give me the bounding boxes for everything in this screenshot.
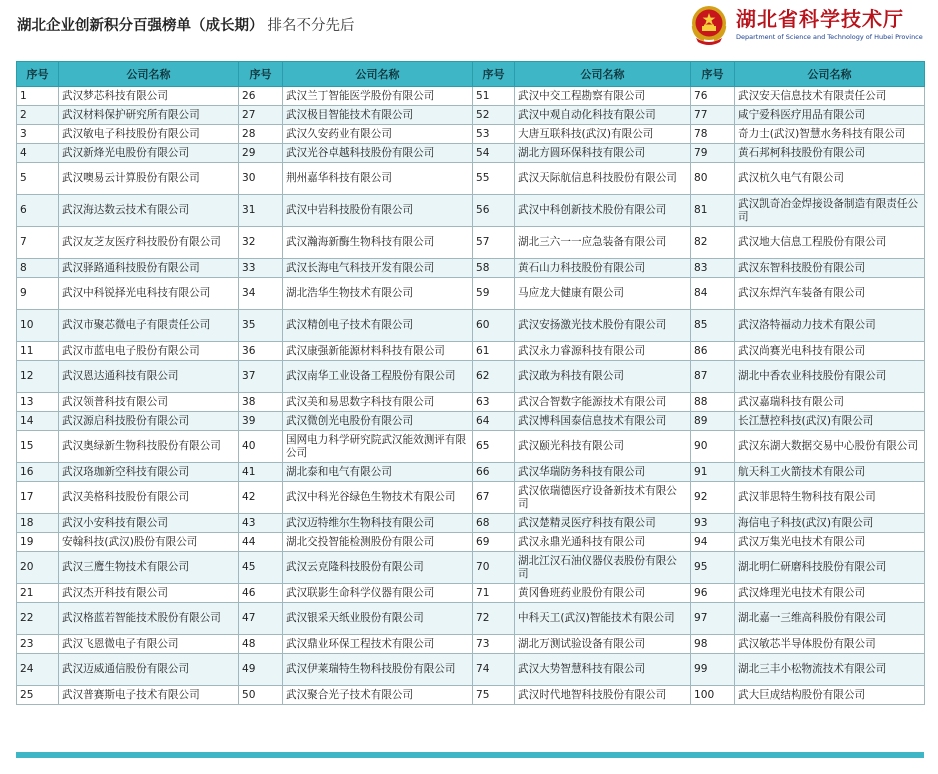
org-logo bbox=[736, 7, 923, 42]
rank-number: 47 bbox=[239, 603, 283, 635]
rank-number: 66 bbox=[473, 463, 515, 482]
rank-number: 81 bbox=[691, 195, 735, 227]
company-name: 武汉杭久电气有限公司 bbox=[735, 163, 925, 195]
rank-number: 74 bbox=[473, 654, 515, 686]
rank-number: 94 bbox=[691, 533, 735, 552]
company-name: 武汉材料保护研究所有限公司 bbox=[59, 106, 239, 125]
company-name: 武汉楚精灵医疗科技有限公司 bbox=[515, 514, 691, 533]
column-header-index: 序号 bbox=[239, 62, 283, 87]
company-name: 马应龙大健康有限公司 bbox=[515, 278, 691, 310]
company-name: 武汉杰开科技有限公司 bbox=[59, 584, 239, 603]
company-name: 武汉领普科技有限公司 bbox=[59, 393, 239, 412]
rank-number: 29 bbox=[239, 144, 283, 163]
rank-number: 76 bbox=[691, 87, 735, 106]
rank-number: 14 bbox=[17, 412, 59, 431]
company-name: 湖北明仁研磨科技股份有限公司 bbox=[735, 552, 925, 584]
company-name: 武汉长海电气科技开发有限公司 bbox=[283, 259, 473, 278]
rank-number: 75 bbox=[473, 686, 515, 705]
table-row bbox=[17, 603, 925, 635]
company-name: 武汉微创光电股份有限公司 bbox=[283, 412, 473, 431]
table-row bbox=[17, 431, 925, 463]
company-name: 武汉大势智慧科技有限公司 bbox=[515, 654, 691, 686]
company-name: 国网电力科学研究院武汉能效测评有限公司 bbox=[283, 431, 473, 463]
company-name: 中科天工(武汉)智能技术有限公司 bbox=[515, 603, 691, 635]
rank-number: 38 bbox=[239, 393, 283, 412]
rank-number: 25 bbox=[17, 686, 59, 705]
company-name: 武汉驿路通科技股份有限公司 bbox=[59, 259, 239, 278]
company-name: 武汉颐光科技有限公司 bbox=[515, 431, 691, 463]
rank-number: 9 bbox=[17, 278, 59, 310]
rank-number: 60 bbox=[473, 310, 515, 342]
rank-number: 89 bbox=[691, 412, 735, 431]
company-name: 湖北江汉石油仪器仪表股份有限公司 bbox=[515, 552, 691, 584]
table-row bbox=[17, 514, 925, 533]
company-name: 武汉天际航信息科技股份有限公司 bbox=[515, 163, 691, 195]
national-emblem-icon bbox=[690, 4, 728, 48]
rank-number: 21 bbox=[17, 584, 59, 603]
company-name: 武汉兰丁智能医学股份有限公司 bbox=[283, 87, 473, 106]
company-name: 武汉安扬激光技术股份有限公司 bbox=[515, 310, 691, 342]
rank-number: 33 bbox=[239, 259, 283, 278]
org-name-en: Department of Science and Technology of Hubei Province bbox=[736, 33, 923, 41]
rank-number: 40 bbox=[239, 431, 283, 463]
rank-number: 51 bbox=[473, 87, 515, 106]
rank-number: 64 bbox=[473, 412, 515, 431]
company-name: 武汉合智数字能源技术有限公司 bbox=[515, 393, 691, 412]
rank-number: 15 bbox=[17, 431, 59, 463]
rank-number: 55 bbox=[473, 163, 515, 195]
company-name: 武汉久安药业有限公司 bbox=[283, 125, 473, 144]
table-row bbox=[17, 310, 925, 342]
company-name: 武汉奥绿新生物科技股份有限公司 bbox=[59, 431, 239, 463]
company-name: 武汉极目智能技术有限公司 bbox=[283, 106, 473, 125]
rank-number: 11 bbox=[17, 342, 59, 361]
org-name-cn: 湖北省科学技术厅 bbox=[736, 7, 904, 31]
company-name: 武汉永力睿源科技有限公司 bbox=[515, 342, 691, 361]
rank-number: 56 bbox=[473, 195, 515, 227]
company-name: 湖北交投智能检测股份有限公司 bbox=[283, 533, 473, 552]
rank-number: 62 bbox=[473, 361, 515, 393]
rank-number: 96 bbox=[691, 584, 735, 603]
table-row bbox=[17, 533, 925, 552]
rank-number: 72 bbox=[473, 603, 515, 635]
title-subtitle: 排名不分先后 bbox=[267, 18, 355, 34]
company-name: 武汉安天信息技术有限责任公司 bbox=[735, 87, 925, 106]
table-row bbox=[17, 125, 925, 144]
company-name: 武汉珞珈新空科技有限公司 bbox=[59, 463, 239, 482]
table-row bbox=[17, 278, 925, 310]
company-name: 武汉凯奇冶金焊接设备制造有限责任公司 bbox=[735, 195, 925, 227]
company-name: 武大巨成结构股份有限公司 bbox=[735, 686, 925, 705]
rank-number: 8 bbox=[17, 259, 59, 278]
rank-number: 37 bbox=[239, 361, 283, 393]
table-row bbox=[17, 106, 925, 125]
company-name: 武汉中科光谷绿色生物技术有限公司 bbox=[283, 482, 473, 514]
column-header-index: 序号 bbox=[17, 62, 59, 87]
rank-number: 93 bbox=[691, 514, 735, 533]
company-name: 武汉依瑞德医疗设备新技术有限公司 bbox=[515, 482, 691, 514]
rank-number: 32 bbox=[239, 227, 283, 259]
table-row bbox=[17, 87, 925, 106]
company-name: 武汉博科国泰信息技术有限公司 bbox=[515, 412, 691, 431]
rank-number: 68 bbox=[473, 514, 515, 533]
company-name: 武汉精创电子技术有限公司 bbox=[283, 310, 473, 342]
company-name: 武汉三鹰生物技术有限公司 bbox=[59, 552, 239, 584]
company-name: 武汉敏电子科技股份有限公司 bbox=[59, 125, 239, 144]
rank-number: 91 bbox=[691, 463, 735, 482]
company-name: 湖北嘉一三维高科股份有限公司 bbox=[735, 603, 925, 635]
rank-number: 61 bbox=[473, 342, 515, 361]
table-row bbox=[17, 686, 925, 705]
table-row bbox=[17, 342, 925, 361]
rank-number: 26 bbox=[239, 87, 283, 106]
company-name: 武汉敏芯半导体股份有限公司 bbox=[735, 635, 925, 654]
rank-number: 24 bbox=[17, 654, 59, 686]
rank-number: 4 bbox=[17, 144, 59, 163]
rank-number: 63 bbox=[473, 393, 515, 412]
table-row bbox=[17, 654, 925, 686]
rank-number: 73 bbox=[473, 635, 515, 654]
rank-number: 48 bbox=[239, 635, 283, 654]
company-name: 安翰科技(武汉)股份有限公司 bbox=[59, 533, 239, 552]
rank-number: 3 bbox=[17, 125, 59, 144]
column-header-company: 公司名称 bbox=[283, 62, 473, 87]
rank-number: 88 bbox=[691, 393, 735, 412]
rank-number: 22 bbox=[17, 603, 59, 635]
rank-number: 19 bbox=[17, 533, 59, 552]
company-name: 武汉地大信息工程股份有限公司 bbox=[735, 227, 925, 259]
company-name: 武汉中科创新技术股份有限公司 bbox=[515, 195, 691, 227]
company-name: 武汉永鼎光通科技有限公司 bbox=[515, 533, 691, 552]
rank-number: 92 bbox=[691, 482, 735, 514]
rank-number: 59 bbox=[473, 278, 515, 310]
company-name: 湖北中香农业科技股份有限公司 bbox=[735, 361, 925, 393]
company-name: 武汉时代地智科技股份有限公司 bbox=[515, 686, 691, 705]
company-name: 武汉美和易思数字科技有限公司 bbox=[283, 393, 473, 412]
column-header-index: 序号 bbox=[473, 62, 515, 87]
rank-number: 46 bbox=[239, 584, 283, 603]
company-name: 海信电子科技(武汉)有限公司 bbox=[735, 514, 925, 533]
rank-number: 95 bbox=[691, 552, 735, 584]
table-row bbox=[17, 361, 925, 393]
rank-number: 10 bbox=[17, 310, 59, 342]
rank-number: 50 bbox=[239, 686, 283, 705]
rank-number: 13 bbox=[17, 393, 59, 412]
company-name: 湖北方圆环保科技有限公司 bbox=[515, 144, 691, 163]
rank-number: 17 bbox=[17, 482, 59, 514]
rank-number: 6 bbox=[17, 195, 59, 227]
rank-number: 28 bbox=[239, 125, 283, 144]
company-name: 武汉普赛斯电子技术有限公司 bbox=[59, 686, 239, 705]
page-header bbox=[0, 0, 938, 56]
company-name: 武汉洛特福动力技术有限公司 bbox=[735, 310, 925, 342]
table-row bbox=[17, 163, 925, 195]
company-name: 武汉迈威通信股份有限公司 bbox=[59, 654, 239, 686]
company-name: 武汉光谷卓越科技股份有限公司 bbox=[283, 144, 473, 163]
table-row bbox=[17, 463, 925, 482]
company-name: 武汉新烽光电股份有限公司 bbox=[59, 144, 239, 163]
rank-number: 36 bbox=[239, 342, 283, 361]
rank-number: 70 bbox=[473, 552, 515, 584]
column-header-index: 序号 bbox=[691, 62, 735, 87]
company-name: 武汉中岩科技股份有限公司 bbox=[283, 195, 473, 227]
table-row bbox=[17, 635, 925, 654]
rank-number: 7 bbox=[17, 227, 59, 259]
rank-number: 69 bbox=[473, 533, 515, 552]
rank-number: 71 bbox=[473, 584, 515, 603]
rank-number: 44 bbox=[239, 533, 283, 552]
rank-number: 54 bbox=[473, 144, 515, 163]
company-name: 武汉美格科技股份有限公司 bbox=[59, 482, 239, 514]
company-name: 湖北泰和电气有限公司 bbox=[283, 463, 473, 482]
rank-number: 16 bbox=[17, 463, 59, 482]
table-body bbox=[17, 87, 925, 705]
rank-number: 87 bbox=[691, 361, 735, 393]
company-name: 黄石邦柯科技股份有限公司 bbox=[735, 144, 925, 163]
rank-number: 98 bbox=[691, 635, 735, 654]
rank-number: 42 bbox=[239, 482, 283, 514]
company-name: 武汉中科锐择光电科技有限公司 bbox=[59, 278, 239, 310]
table-row bbox=[17, 195, 925, 227]
page-title bbox=[17, 14, 355, 35]
company-name: 武汉海达数云技术有限公司 bbox=[59, 195, 239, 227]
rank-number: 52 bbox=[473, 106, 515, 125]
rank-number: 90 bbox=[691, 431, 735, 463]
company-name: 长江慧控科技(武汉)有限公司 bbox=[735, 412, 925, 431]
company-name: 武汉迈特维尔生物科技有限公司 bbox=[283, 514, 473, 533]
rank-number: 80 bbox=[691, 163, 735, 195]
company-name: 武汉东湖大数据交易中心股份有限公司 bbox=[735, 431, 925, 463]
company-name: 武汉市蓝电电子股份有限公司 bbox=[59, 342, 239, 361]
company-name: 武汉南华工业设备工程股份有限公司 bbox=[283, 361, 473, 393]
column-header-company: 公司名称 bbox=[515, 62, 691, 87]
rank-number: 100 bbox=[691, 686, 735, 705]
table-header-row bbox=[17, 62, 925, 87]
company-name: 黄冈鲁班药业股份有限公司 bbox=[515, 584, 691, 603]
company-name: 武汉市聚芯微电子有限责任公司 bbox=[59, 310, 239, 342]
company-name: 奇力士(武汉)智慧水务科技有限公司 bbox=[735, 125, 925, 144]
rank-number: 99 bbox=[691, 654, 735, 686]
company-name: 武汉中观自动化科技有限公司 bbox=[515, 106, 691, 125]
table-row bbox=[17, 482, 925, 514]
rank-number: 82 bbox=[691, 227, 735, 259]
rank-number: 12 bbox=[17, 361, 59, 393]
rank-number: 30 bbox=[239, 163, 283, 195]
column-header-company: 公司名称 bbox=[59, 62, 239, 87]
rank-number: 35 bbox=[239, 310, 283, 342]
company-name: 武汉小安科技有限公司 bbox=[59, 514, 239, 533]
company-name: 武汉康强新能源材料科技有限公司 bbox=[283, 342, 473, 361]
company-name: 荆州嘉华科技有限公司 bbox=[283, 163, 473, 195]
rank-number: 85 bbox=[691, 310, 735, 342]
company-name: 湖北三六一一应急装备有限公司 bbox=[515, 227, 691, 259]
company-name: 武汉东智科技股份有限公司 bbox=[735, 259, 925, 278]
rank-number: 18 bbox=[17, 514, 59, 533]
company-name: 武汉伊莱瑞特生物科技股份有限公司 bbox=[283, 654, 473, 686]
rank-number: 49 bbox=[239, 654, 283, 686]
company-name: 武汉鼎业环保工程技术有限公司 bbox=[283, 635, 473, 654]
rank-number: 23 bbox=[17, 635, 59, 654]
rank-number: 27 bbox=[239, 106, 283, 125]
company-name: 武汉菲思特生物科技有限公司 bbox=[735, 482, 925, 514]
company-name: 武汉联影生命科学仪器有限公司 bbox=[283, 584, 473, 603]
company-name: 航天科工火箭技术有限公司 bbox=[735, 463, 925, 482]
column-header-company: 公司名称 bbox=[735, 62, 925, 87]
table-row bbox=[17, 259, 925, 278]
rank-number: 86 bbox=[691, 342, 735, 361]
rank-number: 41 bbox=[239, 463, 283, 482]
rank-number: 83 bbox=[691, 259, 735, 278]
rank-number: 2 bbox=[17, 106, 59, 125]
company-name: 武汉噢易云计算股份有限公司 bbox=[59, 163, 239, 195]
company-name: 武汉万集光电技术有限公司 bbox=[735, 533, 925, 552]
company-name: 武汉嘉瑞科技有限公司 bbox=[735, 393, 925, 412]
company-name: 大唐互联科技(武汉)有限公司 bbox=[515, 125, 691, 144]
table-row bbox=[17, 227, 925, 259]
rank-number: 97 bbox=[691, 603, 735, 635]
company-name: 武汉瀚海新酶生物科技有限公司 bbox=[283, 227, 473, 259]
rank-number: 58 bbox=[473, 259, 515, 278]
company-name: 武汉敢为科技有限公司 bbox=[515, 361, 691, 393]
rank-number: 65 bbox=[473, 431, 515, 463]
table-row bbox=[17, 412, 925, 431]
rank-number: 77 bbox=[691, 106, 735, 125]
company-name: 咸宁爱科医疗用品有限公司 bbox=[735, 106, 925, 125]
rank-number: 84 bbox=[691, 278, 735, 310]
company-name: 湖北万测试验设备有限公司 bbox=[515, 635, 691, 654]
rank-number: 31 bbox=[239, 195, 283, 227]
company-name: 武汉烽理光电技术有限公司 bbox=[735, 584, 925, 603]
rank-number: 1 bbox=[17, 87, 59, 106]
company-name: 武汉格蓝若智能技术股份有限公司 bbox=[59, 603, 239, 635]
bottom-bar bbox=[16, 752, 924, 758]
company-name: 武汉恩达通科技有限公司 bbox=[59, 361, 239, 393]
company-name: 黄石山力科技股份有限公司 bbox=[515, 259, 691, 278]
rank-number: 53 bbox=[473, 125, 515, 144]
ranking-table bbox=[16, 61, 925, 705]
company-name: 湖北三丰小松物流技术有限公司 bbox=[735, 654, 925, 686]
rank-number: 5 bbox=[17, 163, 59, 195]
company-name: 武汉华瑞防务科技有限公司 bbox=[515, 463, 691, 482]
company-name: 武汉友芝友医疗科技股份有限公司 bbox=[59, 227, 239, 259]
company-name: 武汉云克隆科技股份有限公司 bbox=[283, 552, 473, 584]
company-name: 武汉飞恩微电子有限公司 bbox=[59, 635, 239, 654]
company-name: 武汉源启科技股份有限公司 bbox=[59, 412, 239, 431]
title-main: 湖北企业创新积分百强榜单（成长期） bbox=[17, 18, 264, 34]
company-name: 武汉东焊汽车装备有限公司 bbox=[735, 278, 925, 310]
table-row bbox=[17, 393, 925, 412]
company-name: 武汉银采天纸业股份有限公司 bbox=[283, 603, 473, 635]
rank-number: 20 bbox=[17, 552, 59, 584]
company-name: 武汉中交工程勘察有限公司 bbox=[515, 87, 691, 106]
company-name: 武汉聚合光子技术有限公司 bbox=[283, 686, 473, 705]
rank-number: 67 bbox=[473, 482, 515, 514]
rank-number: 39 bbox=[239, 412, 283, 431]
company-name: 武汉尚赛光电科技有限公司 bbox=[735, 342, 925, 361]
table-row bbox=[17, 584, 925, 603]
rank-number: 79 bbox=[691, 144, 735, 163]
ranking-table-container bbox=[16, 61, 924, 705]
rank-number: 78 bbox=[691, 125, 735, 144]
company-name: 湖北浩华生物技术有限公司 bbox=[283, 278, 473, 310]
table-row bbox=[17, 144, 925, 163]
rank-number: 45 bbox=[239, 552, 283, 584]
company-name: 武汉梦芯科技有限公司 bbox=[59, 87, 239, 106]
table-row bbox=[17, 552, 925, 584]
rank-number: 34 bbox=[239, 278, 283, 310]
rank-number: 57 bbox=[473, 227, 515, 259]
rank-number: 43 bbox=[239, 514, 283, 533]
